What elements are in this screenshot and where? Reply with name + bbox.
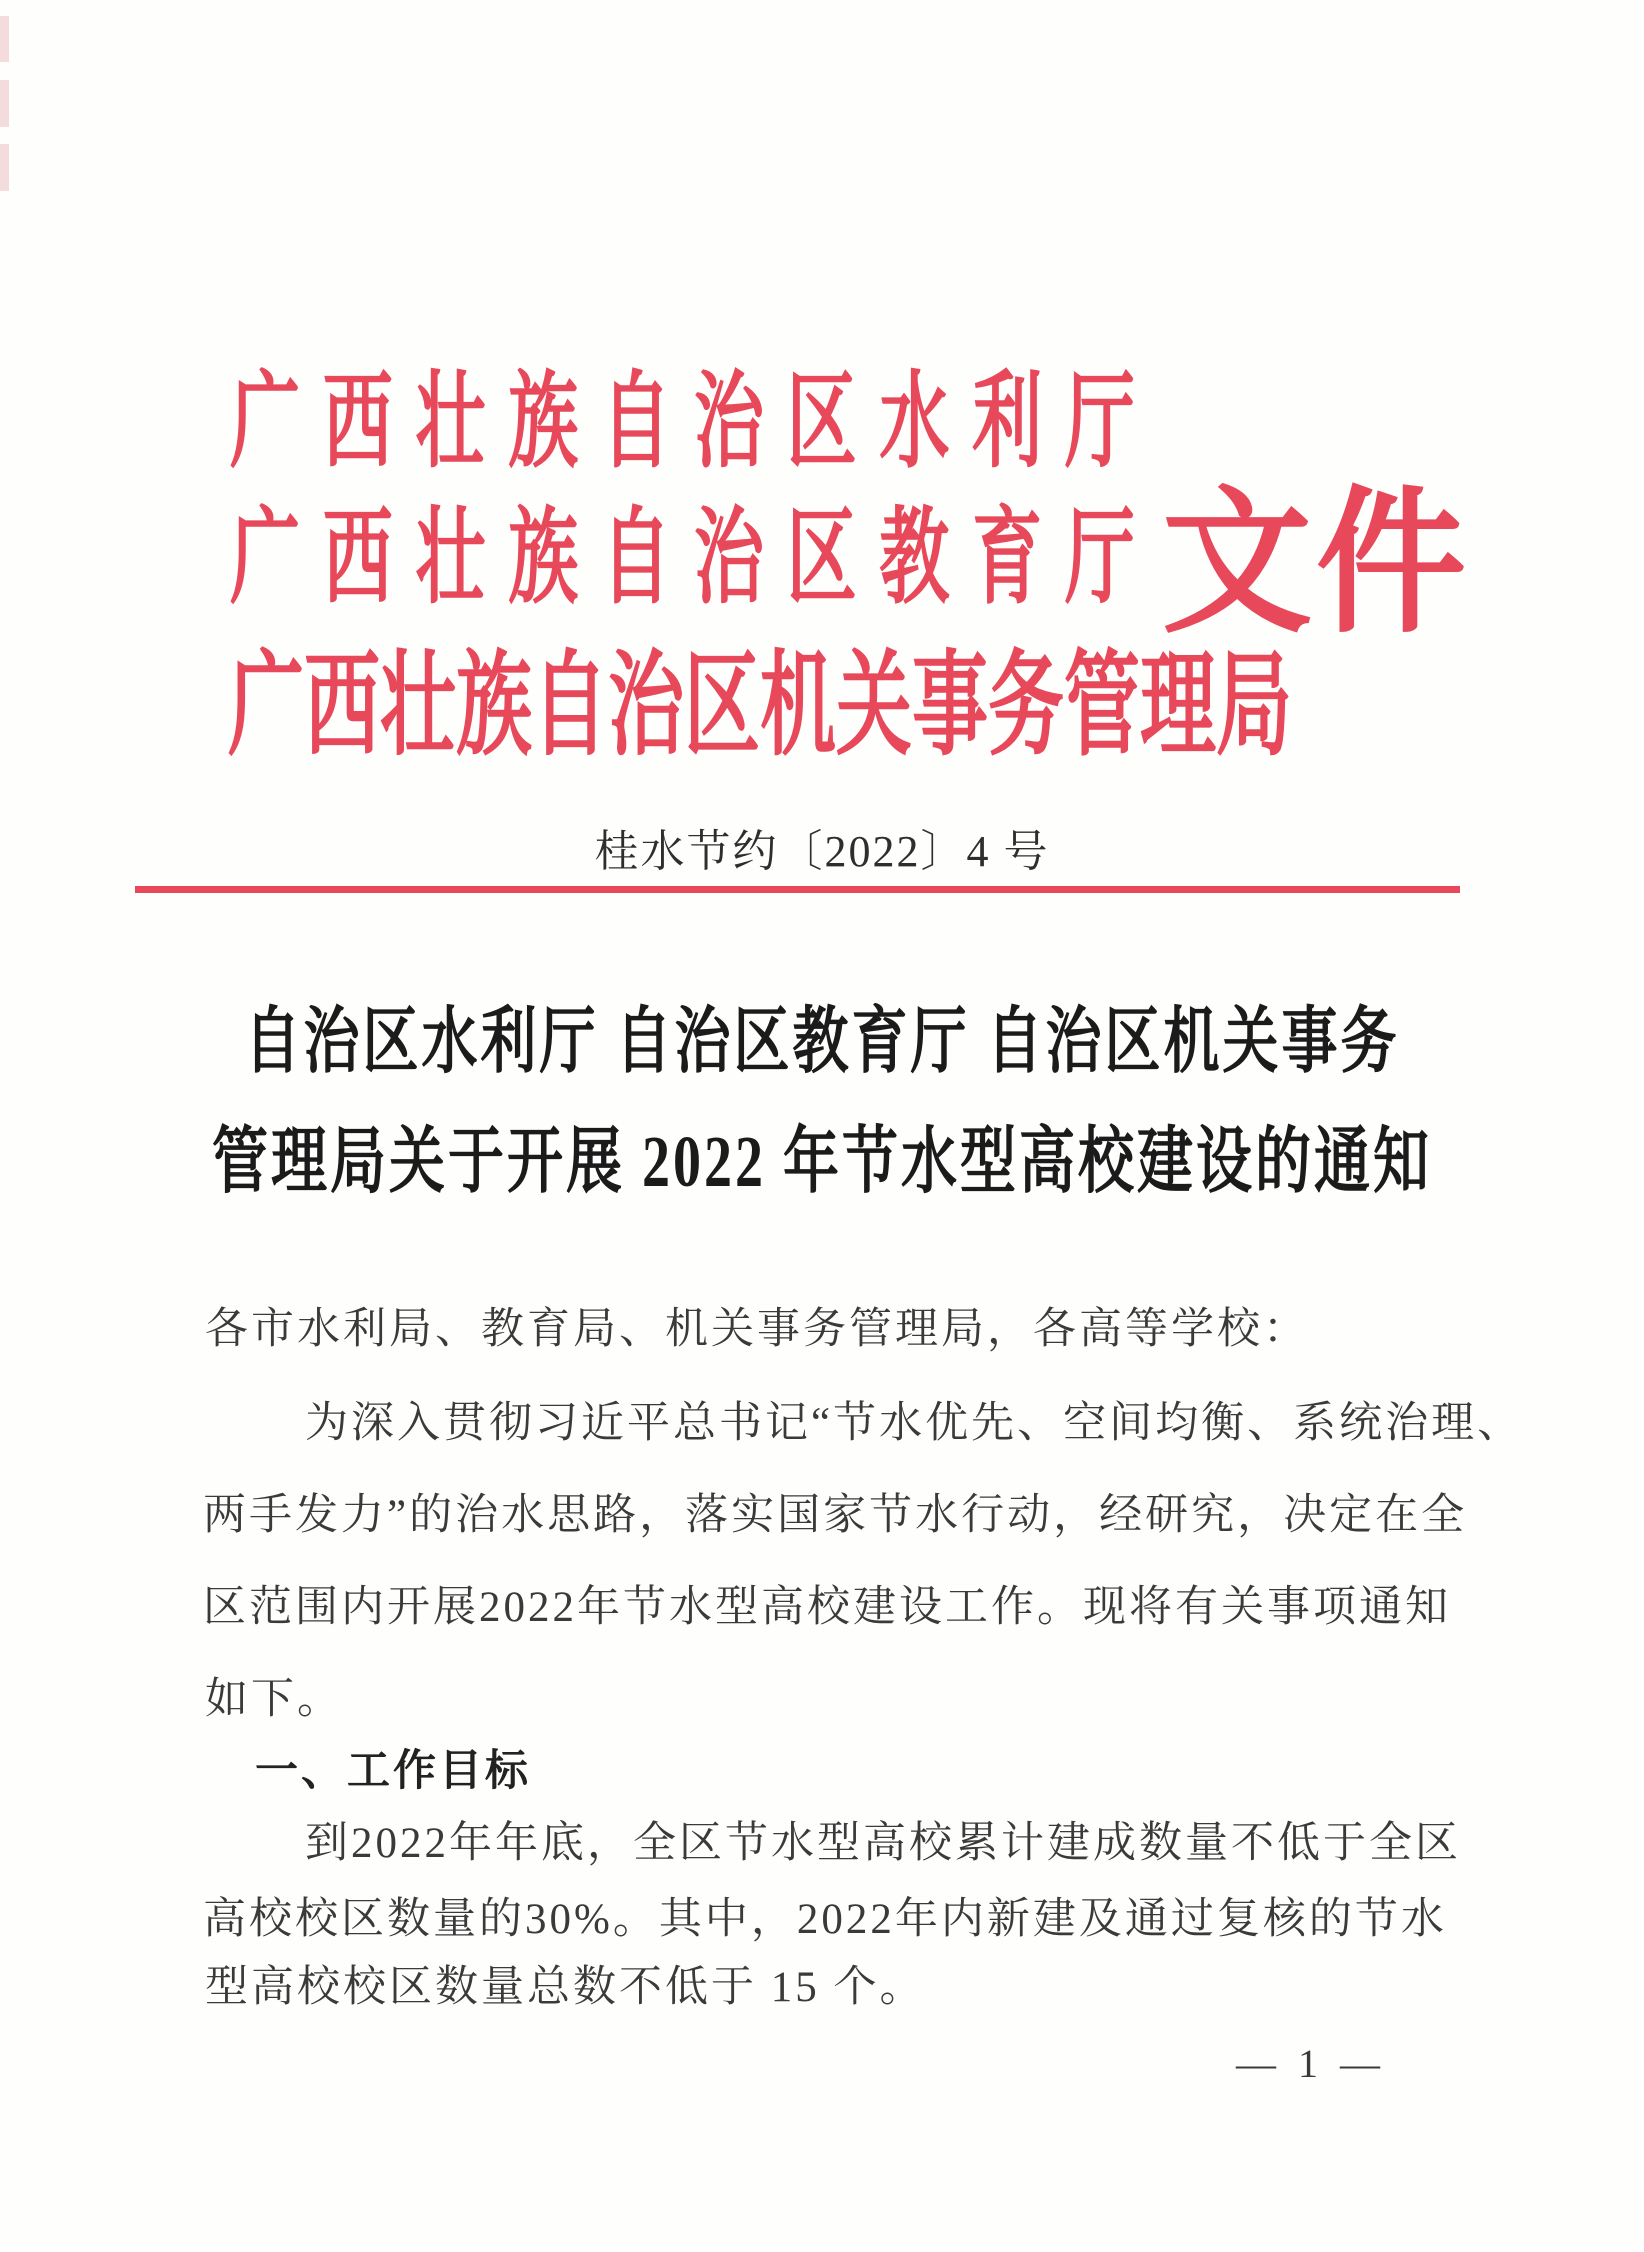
letterhead-org-water-dept: 广 西 壮 族 自 治 区 水 利 厅 [230, 366, 1135, 482]
letterhead-doc-type: 文件 [1162, 477, 1471, 652]
page-number: — 1 — [1236, 2041, 1386, 2086]
paragraph1-line1: 为深入贯彻习近平总书记“节水优先、空间均衡、系统治理、 [305, 1400, 1524, 1447]
paragraph1-line3: 区范围内开展2022年节水型高校建设工作。现将有关事项通知 [203, 1584, 1451, 1631]
paragraph1-line2: 两手发力”的治水思路，落实国家节水行动，经研究，决定在全 [203, 1492, 1468, 1539]
document-number: 桂水节约〔2022〕4 号 [594, 827, 1050, 876]
salutation-line: 各市水利局、教育局、机关事务管理局，各高等学校： [205, 1306, 1309, 1353]
letterhead-org-education-dept: 广 西 壮 族 自 治 区 教 育 厅 [230, 502, 1135, 618]
scan-artifact [0, 16, 9, 62]
scan-artifact [0, 80, 9, 127]
paragraph2-line3: 型高校校区数量总数不低于 15 个。 [205, 1964, 926, 2011]
document-title-line2: 管理局关于开展 2022 年节水型高校建设的通知 [212, 1122, 1432, 1203]
section-heading-work-goals: 一、工作目标 [255, 1748, 531, 1795]
paragraph2-line2: 高校校区数量的30%。其中，2022年内新建及通过复核的节水 [203, 1896, 1447, 1943]
paragraph1-line4: 如下。 [205, 1676, 343, 1723]
document-title-line1: 自治区水利厅 自治区教育厅 自治区机关事务 [244, 1002, 1400, 1083]
scan-artifact [0, 144, 9, 191]
letterhead-org-gov-offices-admin: 广 西 壮 族 自 治 区 机 关 事 务 管 理 局 [228, 644, 1292, 770]
paragraph2-line1: 到2022年年底，全区节水型高校累计建成数量不低于全区 [305, 1820, 1461, 1867]
red-divider-line [135, 886, 1460, 893]
